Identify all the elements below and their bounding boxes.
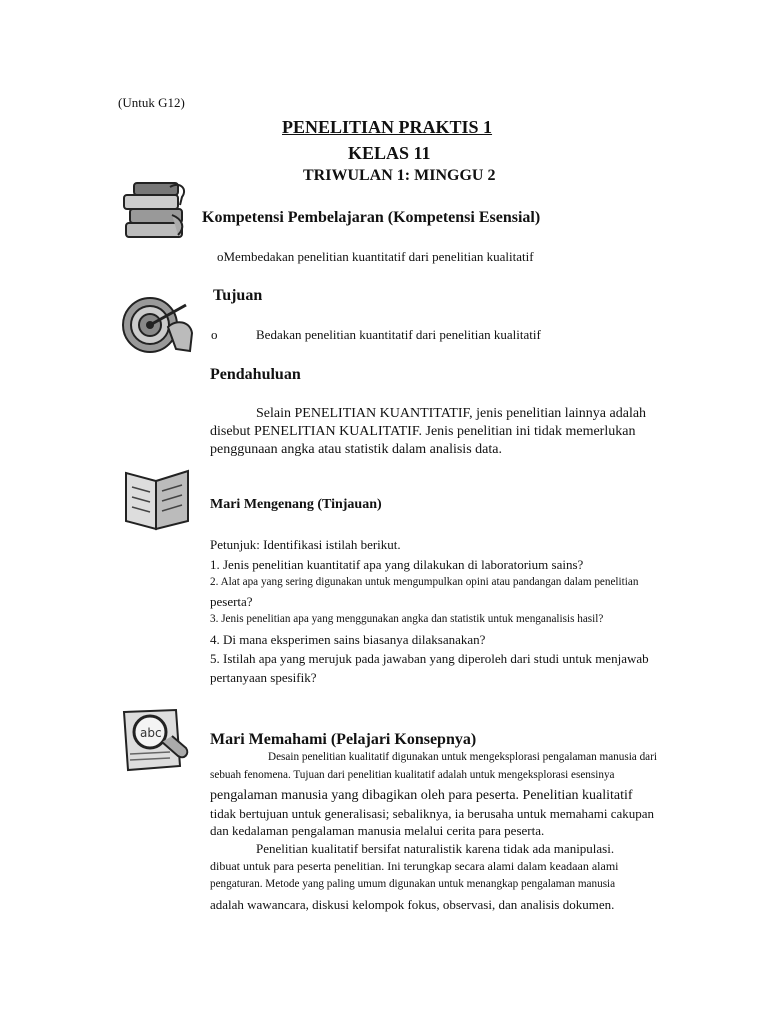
grade-note: (Untuk G12) <box>118 95 185 110</box>
understand-line: dan kedalaman pengalaman manusia melalui cerita para peserta. <box>210 823 545 838</box>
magnifier-icon <box>120 708 192 774</box>
introduction-heading: Pendahuluan <box>210 366 301 383</box>
bullet: o <box>217 249 224 264</box>
target-icon <box>120 293 196 357</box>
review-question: 4. Di mana eksperimen sains biasanya dilaksanakan? <box>210 632 486 647</box>
review-question-continued: peserta? <box>210 594 253 609</box>
competency-text: Membedakan penelitian kuantitatif dari penelitian kualitatif <box>223 249 534 264</box>
introduction-line: Selain PENELITIAN KUANTITATIF, jenis penelitian lainnya adalah <box>256 406 647 421</box>
review-question: 5. Istilah apa yang merujuk pada jawaban yang diperoleh dari studi untuk menjawab <box>210 651 649 666</box>
review-question: 1. Jenis penelitian kuantitatif apa yang dilakukan di laboratorium sains? <box>210 557 584 572</box>
svg-text:abc: abc <box>140 726 162 740</box>
objective-item: Bedakan penelitian kuantitatif dari penelitian kualitatif <box>256 327 541 342</box>
introduction-line: disebut PENELITIAN KUALITATIF. Jenis penelitian ini tidak memerlukan <box>210 424 636 439</box>
understand-line: dibuat untuk para peserta penelitian. Ini terungkap secara alami dalam keadaan alami <box>210 859 619 873</box>
quarter-title: TRIWULAN 1: MINGGU 2 <box>303 167 496 184</box>
objective-bullet: o <box>211 327 218 342</box>
competency-heading: Kompetensi Pembelajaran (Kompetensi Esensial) <box>202 209 541 226</box>
review-instruction: Petunjuk: Identifikasi istilah berikut. <box>210 537 401 552</box>
competency-item <box>217 249 534 265</box>
objective-heading: Tujuan <box>213 287 263 304</box>
introduction-line: penggunaan angka atau statistik dalam analisis data. <box>210 442 502 457</box>
understand-line: Desain penelitian kualitatif digunakan untuk mengeksplorasi pengalaman manusia dari <box>268 751 657 763</box>
understand-line: pengaturan. Metode yang paling umum digunakan untuk menangkap pengalaman manusia <box>210 878 616 890</box>
understand-line: tidak bertujuan untuk generalisasi; sebaliknya, ia berusaha untuk memahami cakupan <box>210 806 655 821</box>
open-book-icon <box>120 463 196 533</box>
review-question: 2. Alat apa yang sering digunakan untuk mengumpulkan opini atau pandangan dalam penelitian <box>210 576 639 588</box>
understand-line: pengalaman manusia yang dibagikan oleh para peserta. Penelitian kualitatif <box>210 788 633 803</box>
understand-line: adalah wawancara, diskusi kelompok fokus, observasi, dan analisis dokumen. <box>210 897 615 912</box>
review-question: 3. Jenis penelitian apa yang menggunakan angka dan statistik untuk menganalisis hasil? <box>210 613 604 625</box>
understand-line: sebuah fenomena. Tujuan dari penelitian kualitatif adalah untuk mengeksplorasi esensinya <box>210 769 615 781</box>
understand-heading: Mari Memahami (Pelajari Konsepnya) <box>210 731 477 748</box>
understand-line: Penelitian kualitatif bersifat naturalistik karena tidak ada manipulasi. <box>256 841 615 856</box>
review-question-continued: pertanyaan spesifik? <box>210 670 317 685</box>
books-icon <box>120 175 192 245</box>
review-heading: Mari Mengenang (Tinjauan) <box>210 497 382 512</box>
document-title: PENELITIAN PRAKTIS 1 <box>282 117 493 137</box>
grade-title: KELAS 11 <box>348 143 431 163</box>
